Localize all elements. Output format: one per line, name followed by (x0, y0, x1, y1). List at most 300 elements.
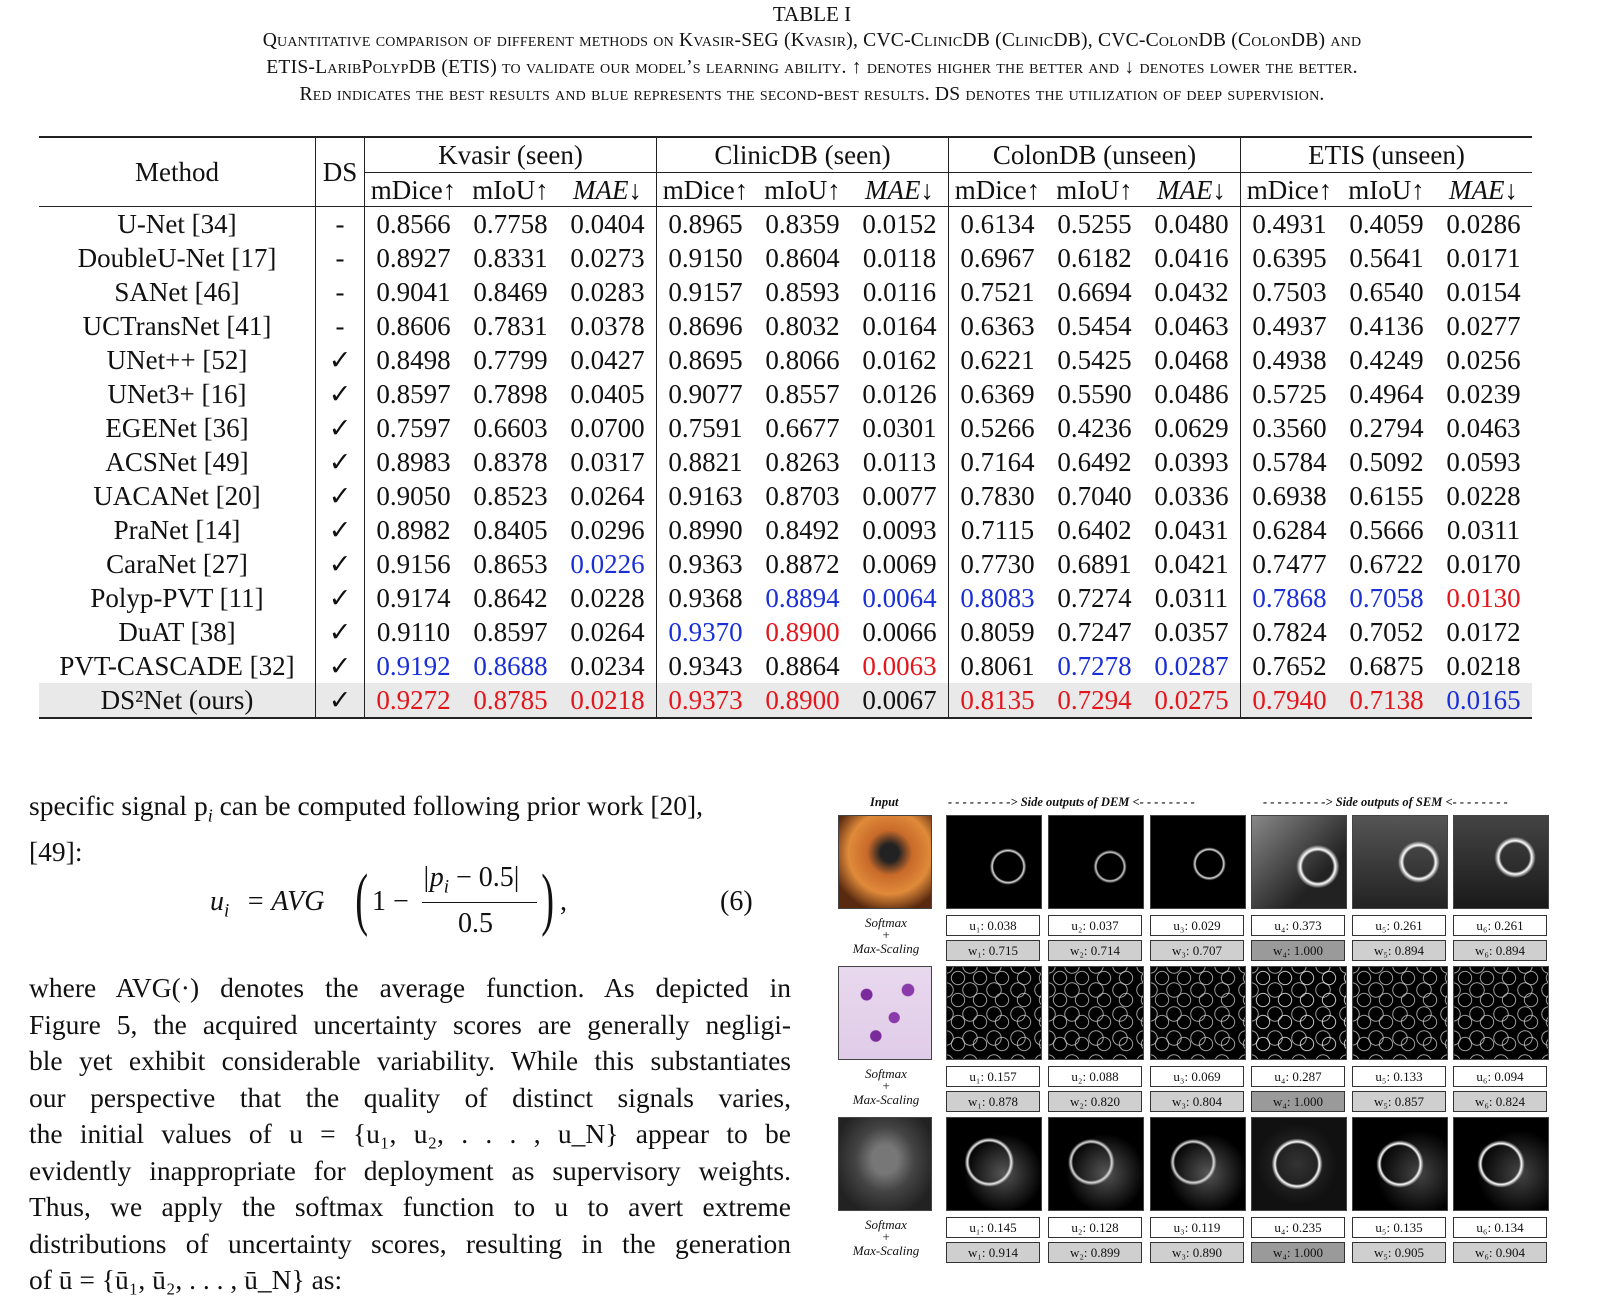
group-header: ColonDB (unseen) (949, 137, 1241, 173)
value-cell: 0.7830 (949, 479, 1047, 513)
value-cell: 0.0228 (1446, 481, 1521, 511)
eq-comma: , (560, 886, 567, 917)
op-label: + (881, 1078, 891, 1093)
value-cell: 0.8696 (657, 309, 755, 343)
value-cell: 0.4937 (1241, 309, 1339, 343)
table-row (39, 377, 1532, 411)
value-cell: 0.5784 (1241, 445, 1339, 479)
weight-score: w₂: 0.820 (1048, 1091, 1142, 1112)
value-cell: 0.0093 (862, 515, 937, 545)
value-cell: 0.8359 (765, 209, 840, 239)
paragraph-line: Figure 5, the acquired uncertainty scores are generally negligi- (29, 1008, 791, 1040)
input-image (838, 1117, 932, 1211)
value-cell: 0.8642 (473, 583, 548, 613)
col-header-ds: DS (316, 137, 365, 207)
side-output-image (1251, 1117, 1347, 1211)
side-output-image (1048, 966, 1144, 1060)
eq-num-end: − 0.5| (448, 862, 520, 893)
value-cell: 0.6694 (1057, 277, 1132, 307)
metric-header: mDice↑ (1241, 173, 1339, 207)
weight-score: w₃: 0.890 (1150, 1242, 1244, 1263)
value-cell: 0.9363 (657, 547, 755, 581)
ds-cell: ✓ (316, 411, 365, 445)
value-cell: 0.7503 (1241, 275, 1339, 309)
value-cell: 0.0118 (862, 243, 937, 273)
value-cell: 0.7799 (473, 345, 548, 375)
value-cell: 0.7278 (1057, 651, 1132, 681)
value-cell: 0.5590 (1057, 379, 1132, 409)
value-cell: 0.0311 (1446, 515, 1521, 545)
weight-score: w₃: 0.804 (1150, 1091, 1244, 1112)
value-cell: 0.8688 (473, 651, 548, 681)
uncertainty-score: u₃: 0.119 (1150, 1217, 1244, 1238)
value-cell: 0.7138 (1338, 683, 1435, 718)
method-cell: DuAT [38] (118, 617, 236, 647)
weight-score: w₁: 0.878 (946, 1091, 1040, 1112)
value-cell: 0.0172 (1446, 617, 1521, 647)
metric-header: MAE↓ (851, 173, 949, 207)
weight-score: w₃: 0.707 (1150, 940, 1244, 961)
ds-cell: ✓ (316, 377, 365, 411)
value-cell: 0.8469 (473, 277, 548, 307)
value-cell: 0.9157 (657, 275, 755, 309)
value-cell: 0.0218 (1446, 651, 1521, 681)
uncertainty-score: u₁: 0.145 (946, 1217, 1040, 1238)
table-row (39, 309, 1532, 343)
value-cell: 0.7274 (1057, 583, 1132, 613)
value-cell: 0.0164 (862, 311, 937, 341)
value-cell: 0.9156 (365, 547, 463, 581)
value-cell: 0.5666 (1349, 515, 1424, 545)
table-row (39, 479, 1532, 513)
value-cell: 0.8083 (949, 581, 1047, 615)
value-cell: 0.0130 (1446, 583, 1521, 613)
op-label: + (881, 927, 891, 942)
side-output-image (1352, 815, 1448, 909)
value-cell: 0.4964 (1349, 379, 1424, 409)
side-output-image (1453, 815, 1549, 909)
uncertainty-score: u₃: 0.029 (1150, 915, 1244, 936)
value-cell: 0.9373 (657, 683, 755, 718)
weight-score: w₅: 0.894 (1352, 940, 1446, 961)
value-cell: 0.5092 (1349, 447, 1424, 477)
weight-score: w₅: 0.857 (1352, 1091, 1446, 1112)
value-cell: 0.0486 (1154, 379, 1229, 409)
value-cell: 0.0629 (1154, 413, 1229, 443)
text: can be computed following prior work [20], (212, 790, 704, 821)
value-cell: 0.0311 (1154, 583, 1229, 613)
uncertainty-score: u₅: 0.135 (1352, 1217, 1446, 1238)
value-cell: 0.8653 (473, 549, 548, 579)
uncertainty-score: u₂: 0.088 (1048, 1066, 1142, 1087)
paragraph-line: the initial values of u = {u₁, u₂, . . . , u_N} appear to be (29, 1118, 791, 1149)
value-cell: 0.8965 (657, 207, 755, 242)
ds-cell: ✓ (316, 547, 365, 581)
value-cell: 0.0463 (1154, 311, 1229, 341)
value-cell: 0.5255 (1057, 209, 1132, 239)
value-cell: 0.9272 (365, 683, 463, 718)
value-cell: 0.6363 (949, 309, 1047, 343)
value-cell: 0.8378 (473, 447, 548, 477)
side-output-image (1251, 815, 1347, 909)
value-cell: 0.8597 (473, 617, 548, 647)
side-output-image (946, 815, 1042, 909)
side-output-image (1352, 1117, 1448, 1211)
value-cell: 0.8900 (754, 683, 851, 718)
value-cell: 0.0113 (862, 447, 937, 477)
table-row (39, 615, 1532, 649)
uncertainty-score: u₁: 0.157 (946, 1066, 1040, 1087)
value-cell: 0.0226 (570, 549, 645, 579)
value-cell: 0.6182 (1057, 243, 1132, 273)
value-cell: 0.7652 (1241, 649, 1339, 683)
group-header: ClinicDB (seen) (657, 137, 949, 173)
eq-number: (6) (720, 886, 753, 917)
value-cell: 0.7164 (949, 445, 1047, 479)
value-cell: 0.0317 (570, 447, 645, 477)
value-cell: 0.0234 (570, 651, 645, 681)
paragraph-line: ble yet exhibit considerable variability. While this substantiates (29, 1045, 791, 1076)
value-cell: 0.0287 (1154, 651, 1229, 681)
side-output-image (1453, 966, 1549, 1060)
value-cell: 0.6938 (1241, 479, 1339, 513)
table-row (39, 207, 1532, 242)
value-cell: 0.7898 (473, 379, 548, 409)
value-cell: 0.0283 (570, 277, 645, 307)
value-cell: 0.0256 (1446, 345, 1521, 375)
value-cell: 0.7477 (1241, 547, 1339, 581)
value-cell: 0.9370 (657, 615, 755, 649)
method-cell: Polyp-PVT [11] (90, 583, 264, 613)
value-cell: 0.7730 (949, 547, 1047, 581)
metric-header: mIoU↑ (462, 173, 559, 207)
uncertainty-score: u₆: 0.134 (1453, 1217, 1547, 1238)
value-cell: 0.6875 (1349, 651, 1424, 681)
value-cell: 0.0593 (1446, 447, 1521, 477)
value-cell: 0.5641 (1349, 243, 1424, 273)
value-cell: 0.0404 (570, 209, 645, 239)
value-cell: 0.5454 (1057, 311, 1132, 341)
value-cell: 0.8785 (462, 683, 559, 718)
side-output-image (1251, 966, 1347, 1060)
value-cell: 0.8135 (949, 683, 1047, 718)
value-cell: 0.0277 (1446, 311, 1521, 341)
eq-lhs-sub: i (224, 900, 230, 922)
op-label: + (881, 1229, 891, 1244)
paragraph-line: evidently inappropriate for deployment as supervisory weights. (29, 1154, 791, 1186)
value-cell: 0.0063 (862, 651, 937, 681)
value-cell: 0.8597 (365, 377, 463, 411)
value-cell: 0.6395 (1241, 241, 1339, 275)
paragraph-line: our perspective that the quality of distinct signals varies, (29, 1081, 791, 1113)
uncertainty-score: u₂: 0.037 (1048, 915, 1142, 936)
table-row (39, 343, 1532, 377)
uncertainty-score: u₂: 0.128 (1048, 1217, 1142, 1238)
method-cell: PVT-CASCADE [32] (59, 651, 295, 681)
value-cell: 0.0405 (570, 379, 645, 409)
value-cell: 0.0357 (1154, 617, 1229, 647)
eq-num: |p (422, 862, 444, 893)
value-cell: 0.8864 (765, 651, 840, 681)
value-cell: 0.2794 (1349, 413, 1424, 443)
value-cell: 0.0066 (862, 617, 937, 647)
value-cell: 0.8821 (657, 445, 755, 479)
value-cell: 0.0165 (1435, 683, 1532, 718)
uncertainty-score: u₄: 0.287 (1251, 1066, 1345, 1087)
dem-label: - - - - - - - - -> Side outputs of DEM <- - - - - - - - (948, 795, 1195, 809)
table-label: TABLE I (772, 2, 852, 26)
weight-score: w₄: 1.000 (1251, 1242, 1345, 1263)
value-cell: 0.8492 (765, 515, 840, 545)
value-cell: 0.0218 (559, 683, 657, 718)
weight-score: w₂: 0.714 (1048, 940, 1142, 961)
table-caption-line: ETIS-LaribPolypDB (ETIS) to validate our model’s learning ability. ↑ denotes higher the better and ↓ denotes lower the better. (266, 57, 1358, 78)
value-cell: 0.7058 (1349, 583, 1424, 613)
eq-paren-right: ) (541, 861, 555, 938)
value-cell: 0.0126 (862, 379, 937, 409)
metric-header: mDice↑ (365, 173, 463, 207)
eq-num-sub: i (443, 876, 449, 898)
value-cell: 0.0069 (862, 549, 937, 579)
eq-lhs: u (210, 886, 224, 917)
value-cell: 0.4136 (1349, 311, 1424, 341)
side-output-image (1352, 966, 1448, 1060)
value-cell: 0.7831 (473, 311, 548, 341)
value-cell: 0.6540 (1349, 277, 1424, 307)
value-cell: 0.0378 (570, 311, 645, 341)
value-cell: 0.8593 (765, 277, 840, 307)
ds-cell: - (316, 207, 365, 242)
text: specific signal p (29, 790, 208, 821)
paragraph-intro (29, 788, 791, 871)
value-cell: 0.0427 (570, 345, 645, 375)
paragraph-line: Thus, we apply the softmax function to u to avert extreme (29, 1191, 791, 1222)
value-cell: 0.0171 (1446, 243, 1521, 273)
weight-score: w₄: 1.000 (1251, 1091, 1345, 1112)
ds-cell: ✓ (316, 683, 365, 718)
uncertainty-score: u₆: 0.094 (1453, 1066, 1547, 1087)
value-cell: 0.7824 (1241, 615, 1339, 649)
metric-header: mDice↑ (657, 173, 755, 207)
value-cell: 0.8872 (765, 549, 840, 579)
value-cell: 0.0301 (862, 413, 937, 443)
value-cell: 0.0064 (862, 583, 937, 613)
weight-score: w₆: 0.894 (1453, 940, 1547, 961)
value-cell: 0.5725 (1241, 377, 1339, 411)
value-cell: 0.9041 (365, 275, 463, 309)
col-header-method: Method (39, 137, 316, 207)
paragraph-line: of ū = {ū₁, ū₂, . . . , ū_N} as: (29, 1264, 343, 1295)
value-cell: 0.0468 (1154, 345, 1229, 375)
method-cell: UNet3+ [16] (107, 379, 247, 409)
table-row (39, 275, 1532, 309)
uncertainty-score: u₃: 0.069 (1150, 1066, 1244, 1087)
value-cell: 0.8557 (765, 379, 840, 409)
value-cell: 0.0336 (1154, 481, 1229, 511)
value-cell: 0.8331 (473, 243, 548, 273)
ds-cell: - (316, 309, 365, 343)
uncertainty-score: u₆: 0.261 (1453, 915, 1547, 936)
side-output-image (1150, 815, 1246, 909)
input-label: Input (870, 795, 899, 809)
table-row (39, 649, 1532, 683)
ds-cell: - (316, 241, 365, 275)
uncertainty-score: u₁: 0.038 (946, 915, 1040, 936)
method-cell: CaraNet [27] (106, 549, 248, 579)
ds-cell: ✓ (316, 445, 365, 479)
value-cell: 0.7868 (1241, 581, 1339, 615)
value-cell: 0.8066 (765, 345, 840, 375)
table-row (39, 411, 1532, 445)
weight-score: w₂: 0.899 (1048, 1242, 1142, 1263)
value-cell: 0.7597 (365, 411, 463, 445)
value-cell: 0.6284 (1241, 513, 1339, 547)
value-cell: 0.6155 (1349, 481, 1424, 511)
table-row (39, 445, 1532, 479)
value-cell: 0.8498 (365, 343, 463, 377)
value-cell: 0.5425 (1057, 345, 1132, 375)
value-cell: 0.7052 (1349, 617, 1424, 647)
value-cell: 0.4249 (1349, 345, 1424, 375)
method-cell: SANet [46] (114, 277, 240, 307)
value-cell: 0.4931 (1241, 207, 1339, 242)
value-cell: 0.8032 (765, 311, 840, 341)
value-cell: 0.6134 (949, 207, 1047, 242)
side-output-image (1453, 1117, 1549, 1211)
value-cell: 0.8703 (765, 481, 840, 511)
ds-cell: ✓ (316, 649, 365, 683)
value-cell: 0.6677 (765, 413, 840, 443)
value-cell: 0.8263 (765, 447, 840, 477)
value-cell: 0.7040 (1057, 481, 1132, 511)
method-cell: PraNet [14] (113, 515, 241, 545)
value-cell: 0.9050 (365, 479, 463, 513)
value-cell: 0.0067 (851, 683, 949, 718)
value-cell: 0.9174 (365, 581, 463, 615)
value-cell: 0.6402 (1057, 515, 1132, 545)
ds-cell: ✓ (316, 343, 365, 377)
weight-score: w₄: 1.000 (1251, 940, 1345, 961)
metric-header: MAE↓ (559, 173, 657, 207)
value-cell: 0.0154 (1446, 277, 1521, 307)
value-cell: 0.8927 (365, 241, 463, 275)
table-caption-line: Red indicates the best results and blue represents the second-best results. DS denotes the utilization of deep supervision. (299, 84, 1325, 105)
table-row (39, 683, 1532, 718)
value-cell: 0.9110 (365, 615, 463, 649)
value-cell: 0.7591 (657, 411, 755, 445)
value-cell: 0.8990 (657, 513, 755, 547)
input-image (838, 966, 932, 1060)
value-cell: 0.4059 (1349, 209, 1424, 239)
value-cell: 0.0700 (570, 413, 645, 443)
op-label: Softmax (865, 1217, 907, 1232)
value-cell: 0.9343 (657, 649, 755, 683)
op-label: Max-Scaling (852, 941, 920, 956)
group-header: Kvasir (seen) (365, 137, 657, 173)
eq-avg: = AVG (246, 886, 325, 917)
method-cell: DS²Net (ours) (39, 683, 316, 718)
method-cell: UNet++ [52] (106, 345, 248, 375)
value-cell: 0.6369 (949, 377, 1047, 411)
value-cell: 0.4938 (1241, 343, 1339, 377)
method-cell: UCTransNet [41] (82, 311, 272, 341)
value-cell: 0.0416 (1154, 243, 1229, 273)
side-output-image (1048, 815, 1144, 909)
value-cell: 0.9368 (657, 581, 755, 615)
ds-cell: ✓ (316, 615, 365, 649)
value-cell: 0.0431 (1154, 515, 1229, 545)
text: i (207, 805, 213, 826)
side-output-image (946, 1117, 1042, 1211)
value-cell: 0.0275 (1143, 683, 1241, 718)
value-cell: 0.0264 (570, 617, 645, 647)
value-cell: 0.8894 (765, 583, 840, 613)
value-cell: 0.0432 (1154, 277, 1229, 307)
value-cell: 0.0170 (1446, 549, 1521, 579)
equation-6 (210, 861, 780, 958)
value-cell: 0.9192 (365, 649, 463, 683)
value-cell: 0.0393 (1154, 447, 1229, 477)
value-cell: 0.0421 (1154, 549, 1229, 579)
op-label: Softmax (865, 915, 907, 930)
value-cell: 0.8523 (473, 481, 548, 511)
value-cell: 0.0239 (1446, 379, 1521, 409)
method-cell: EGENet [36] (105, 413, 249, 443)
uncertainty-score: u₅: 0.133 (1352, 1066, 1446, 1087)
metric-header: mIoU↑ (1046, 173, 1143, 207)
paragraph-main (29, 970, 791, 1299)
metric-header: mIoU↑ (1338, 173, 1435, 207)
value-cell: 0.8566 (365, 207, 463, 242)
value-cell: 0.0162 (862, 345, 937, 375)
side-output-image (946, 966, 1042, 1060)
table-row (39, 581, 1532, 615)
value-cell: 0.9077 (657, 377, 755, 411)
value-cell: 0.8983 (365, 445, 463, 479)
value-cell: 0.6722 (1349, 549, 1424, 579)
value-cell: 0.6891 (1057, 549, 1132, 579)
value-cell: 0.9163 (657, 479, 755, 513)
value-cell: 0.8695 (657, 343, 755, 377)
paragraph-line: distributions of uncertainty scores, resulting in the generation (29, 1227, 791, 1259)
value-cell: 0.4236 (1057, 413, 1132, 443)
op-label: Softmax (865, 1066, 907, 1081)
value-cell: 0.0077 (862, 481, 937, 511)
eq-den: 0.5 (458, 908, 493, 939)
eq-frac-bar (422, 902, 537, 903)
value-cell: 0.5266 (949, 411, 1047, 445)
results-table (39, 136, 1532, 719)
ds-cell: ✓ (316, 479, 365, 513)
method-cell: DoubleU-Net [17] (77, 243, 277, 273)
value-cell: 0.0480 (1154, 209, 1229, 239)
table-row (39, 513, 1532, 547)
value-cell: 0.8061 (949, 649, 1047, 683)
weight-score: w₁: 0.715 (946, 940, 1040, 961)
value-cell: 0.0296 (570, 515, 645, 545)
value-cell: 0.8606 (365, 309, 463, 343)
value-cell: 0.0152 (862, 209, 937, 239)
value-cell: 0.6603 (473, 413, 548, 443)
ds-cell: ✓ (316, 581, 365, 615)
value-cell: 0.7294 (1046, 683, 1143, 718)
table-row (39, 547, 1532, 581)
metric-header: mDice↑ (949, 173, 1047, 207)
value-cell: 0.8405 (473, 515, 548, 545)
value-cell: 0.8900 (765, 617, 840, 647)
uncertainty-score: u₄: 0.373 (1251, 915, 1345, 936)
value-cell: 0.0463 (1446, 413, 1521, 443)
